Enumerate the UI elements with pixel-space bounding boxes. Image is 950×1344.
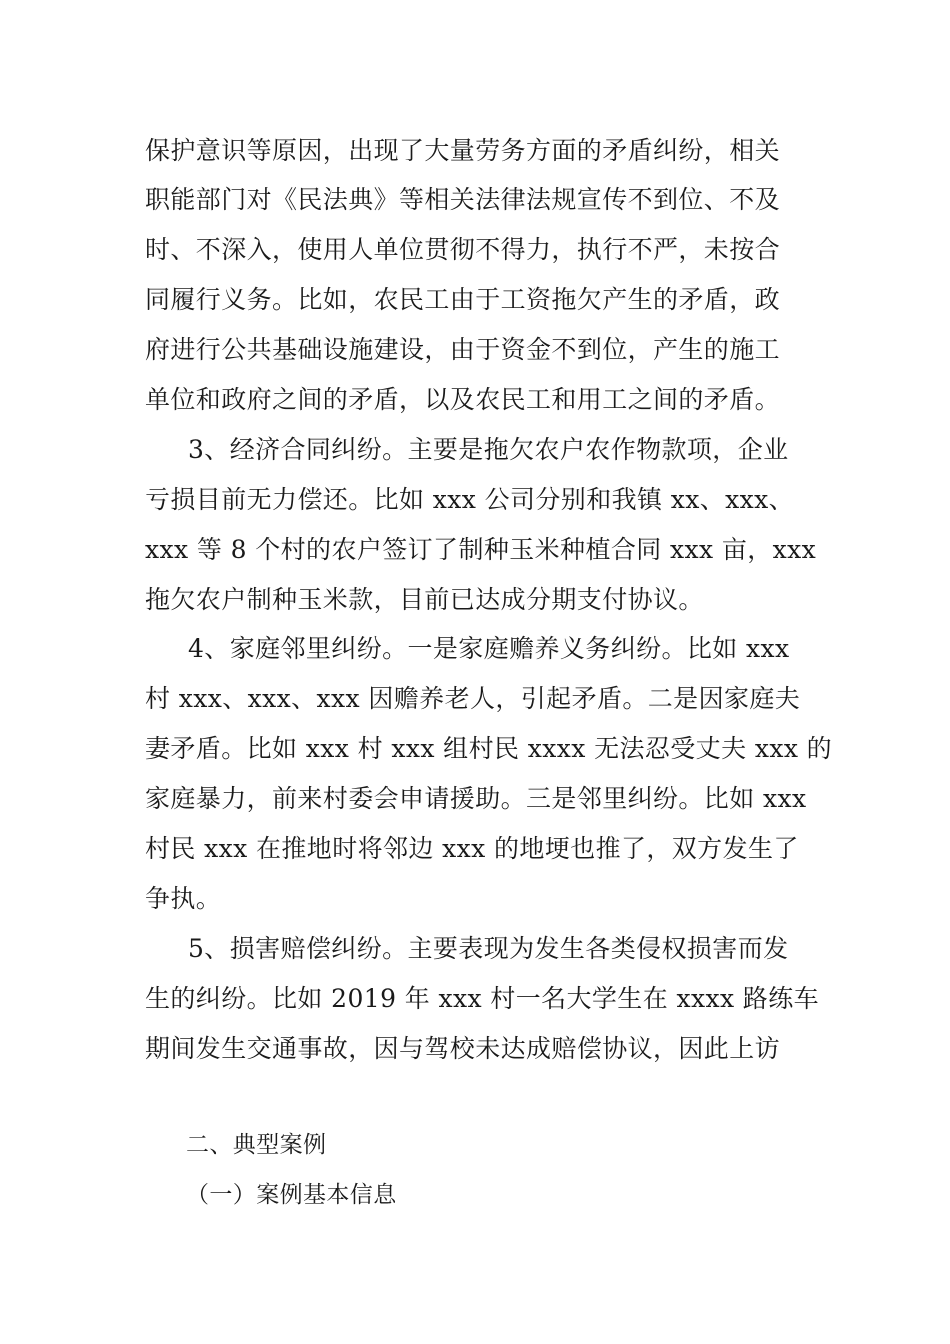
paragraph-line: 争执。 [145,884,222,913]
paragraph-line: 5、损害赔偿纠纷。主要表现为发生各类侵权损害而发 [188,934,789,963]
paragraph-line: 村民 xxx 在推地时将邻边 xxx 的地埂也推了，双方发生了 [145,834,799,863]
paragraph-line: 4、家庭邻里纠纷。一是家庭赡养义务纠纷。比如 xxx [188,634,790,663]
paragraph-line: 府进行公共基础设施建设，由于资金不到位，产生的施工 [145,335,781,364]
paragraph-line: 家庭暴力，前来村委会申请援助。三是邻里纠纷。比如 xxx [145,784,807,813]
paragraph-line: 村 xxx、xxx、xxx 因赡养老人，引起矛盾。二是因家庭夫 [145,684,801,713]
paragraph-line: 3、经济合同纠纷。主要是拖欠农户农作物款项，企业 [188,435,789,464]
paragraph-line: 亏损目前无力偿还。比如 xxx 公司分别和我镇 xx、xxx、 [145,485,795,514]
subsection-heading: （一）案例基本信息 [186,1182,397,1208]
paragraph-line: 同履行义务。比如，农民工由于工资拖欠产生的矛盾，政 [145,285,781,314]
paragraph-line: 单位和政府之间的矛盾，以及农民工和用工之间的矛盾。 [145,385,781,414]
paragraph-line: 职能部门对《民法典》等相关法律法规宣传不到位、不及 [145,185,781,214]
paragraph-line: 妻矛盾。比如 xxx 村 xxx 组村民 xxxx 无法忍受丈夫 xxx 的 [145,734,833,763]
paragraph-line: 生的纠纷。比如 2019 年 xxx 村一名大学生在 xxxx 路练车 [145,984,819,1013]
paragraph-line: 时、不深入，使用人单位贯彻不得力，执行不严，未按合 [145,235,781,264]
paragraph-line: 保护意识等原因，出现了大量劳务方面的矛盾纠纷，相关 [145,136,781,165]
paragraph-line: xxx 等 8 个村的农户签订了制种玉米种植合同 xxx 亩，xxx [145,535,817,564]
paragraph-line: 期间发生交通事故，因与驾校未达成赔偿协议，因此上访 [145,1034,781,1063]
section-heading: 二、典型案例 [186,1132,327,1158]
paragraph-line: 拖欠农户制种玉米款，目前已达成分期支付协议。 [145,585,704,614]
